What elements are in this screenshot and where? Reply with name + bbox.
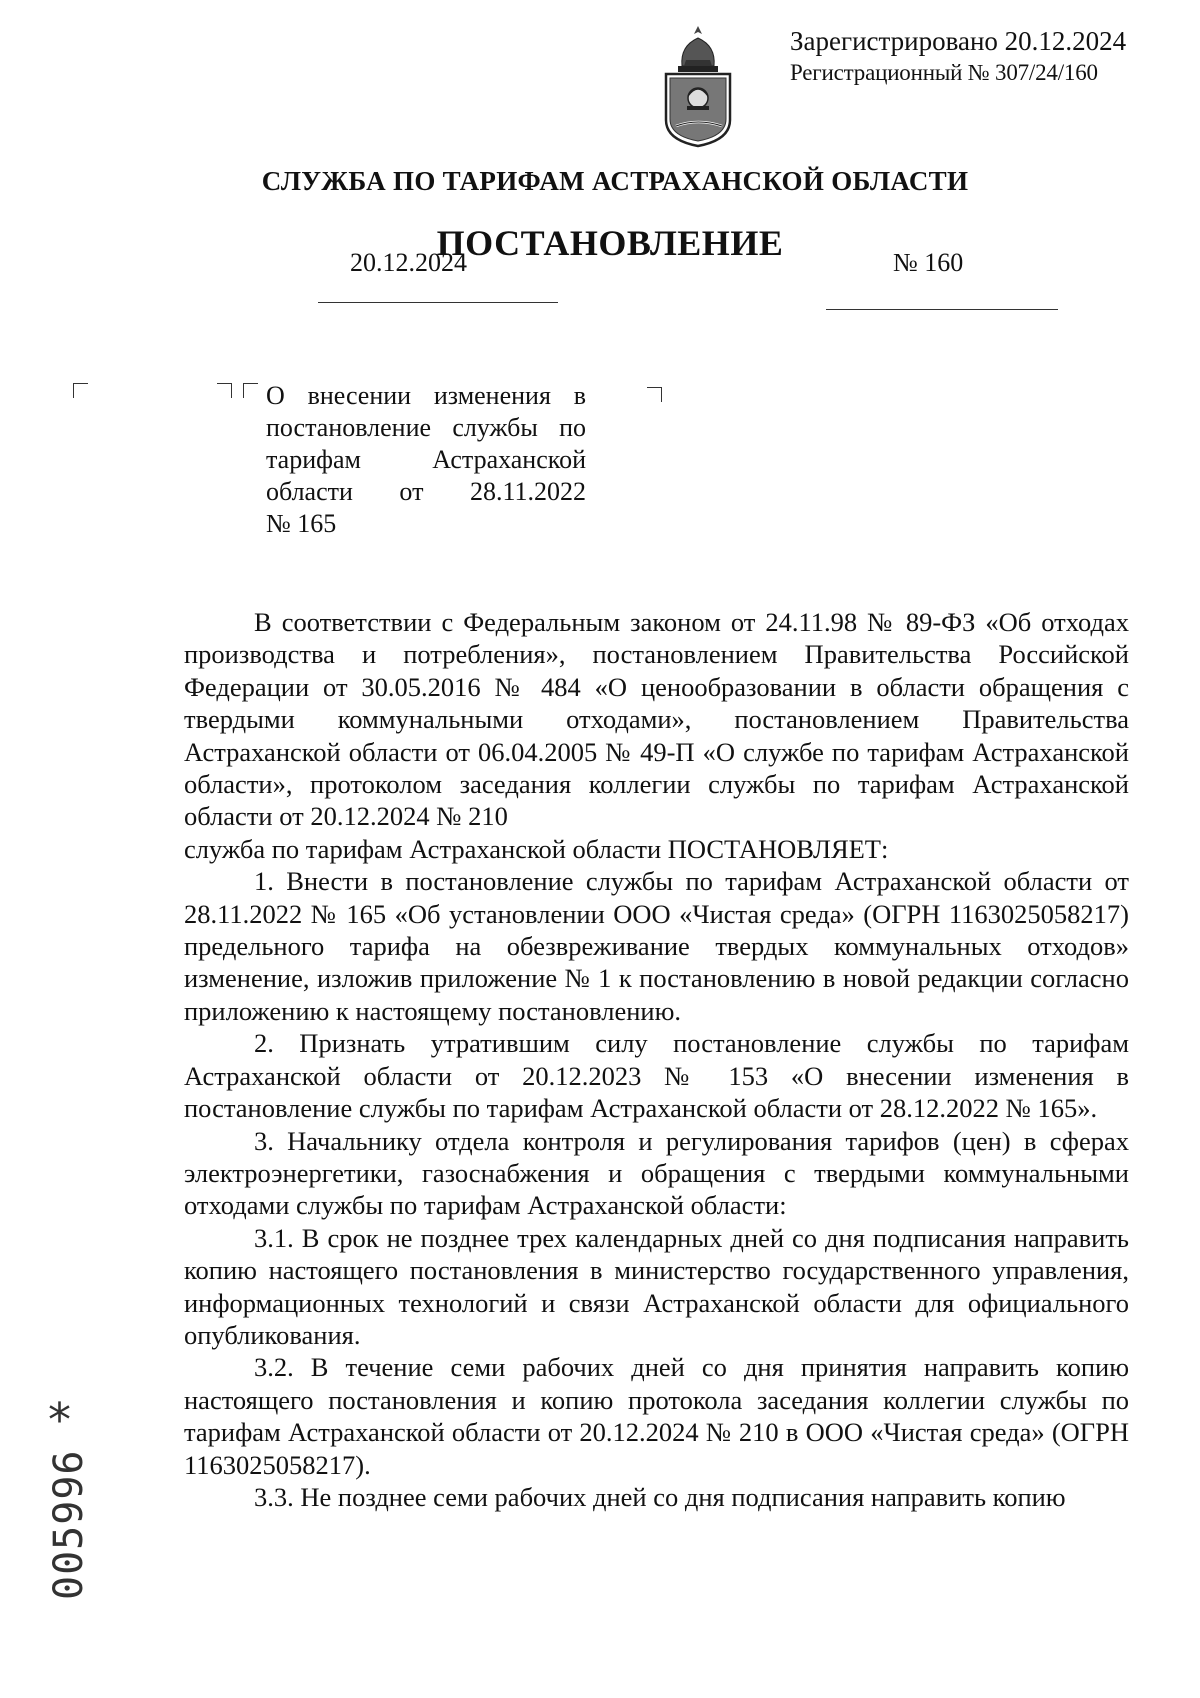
document-type: ПОСТАНОВЛЕНИЕ <box>436 223 784 263</box>
item-3-1-paragraph: 3.1. В срок не позднее трех календарных дней со дня подписания направить копию настоящего постановления в министерство государственного управления, информационных технологий и связи Астраханской области для официального опубликования. <box>184 1222 1129 1350</box>
registration-block <box>790 24 1180 88</box>
item-2-paragraph: 2. Признать утратившим силу постановление службы по тарифам Астраханской области от 20.12.2023 № 153 «О внесении изменения в постановление службы по тарифам Астраханской области от 28.12.2022 № 165». <box>184 1028 1129 1124</box>
item-3-3-paragraph: 3.3. Не позднее семи рабочих дней со дня подписания направить копию <box>254 1481 1066 1512</box>
coat-of-arms-icon <box>660 22 736 150</box>
preamble-paragraph: В соответствии с Федеральным законом от 24.11.98 № 89-ФЗ «Об отходах производства и потребления», постановлением Правительства Российской Федерации от 30.05.2016 № 484 «О ценообразовании в области обращения с твердыми коммунальными отходами», постановлением Правительства Астраханской области от 06.04.2005 № 49-П «О службе по тарифам Астраханской области», протоколом заседания коллегии службы по тарифам Астраханской области от 20.12.2024 № 210 <box>184 607 1129 832</box>
registration-date: Зарегистрировано 20.12.2024 <box>790 26 1127 56</box>
document-body <box>184 606 1129 1513</box>
item-3-paragraph: 3. Начальнику отдела контроля и регулирования тарифов (цен) в сферах электроэнергетики, газоснабжения и обращения с твердыми коммунальными отходами службы по тарифам Астраханской области: <box>184 1125 1129 1221</box>
document-date: 20.12.2024 <box>350 248 467 277</box>
subject-line: тарифам Астраханской <box>266 445 586 474</box>
stamp-star-mark: * <box>48 1393 71 1447</box>
subject-line: О внесении изменения в <box>266 381 586 410</box>
stamp-number: 005996 <box>46 1449 92 1600</box>
subject-line: области от 28.11.2022 <box>266 477 586 506</box>
document-number: № 160 <box>893 248 964 277</box>
corner-bracket-left <box>73 383 88 398</box>
corner-bracket-right <box>647 387 662 402</box>
side-stamp <box>38 1393 98 1605</box>
agency-title: СЛУЖБА ПО ТАРИФАМ АСТРАХАНСКОЙ ОБЛАСТИ <box>261 166 969 196</box>
corner-bracket-subject-right <box>217 383 232 398</box>
item-3-2-paragraph: 3.2. В течение семи рабочих дней со дня принятия направить копию настоящего постановления и копию протокола заседания коллегии службы по тарифам Астраханской области от 20.12.2024 № 210 в ООО «Чистая среда» (ОГРН 1163025058217). <box>184 1352 1129 1480</box>
number-underline <box>826 309 1058 310</box>
subject-line: № 165 <box>266 509 337 538</box>
date-underline <box>318 302 558 303</box>
document-subject <box>266 380 586 540</box>
corner-bracket-subject-left <box>243 383 258 398</box>
subject-line: постановление службы по <box>266 413 586 442</box>
resolves-paragraph: служба по тарифам Астраханской области ПОСТАНОВЛЯЕТ: <box>184 833 889 864</box>
item-1-paragraph: 1. Внести в постановление службы по тарифам Астраханской области от 28.11.2022 № 165 «Об установлении ООО «Чистая среда» (ОГРН 1163025058217) предельного тарифа на обезвреживание твердых коммунальных отходов» изменение, изложив приложение № 1 к постановлению в новой редакции согласно приложению к настоящему постановлению. <box>184 866 1129 1026</box>
registration-number: Регистрационный № 307/24/160 <box>790 60 1098 85</box>
